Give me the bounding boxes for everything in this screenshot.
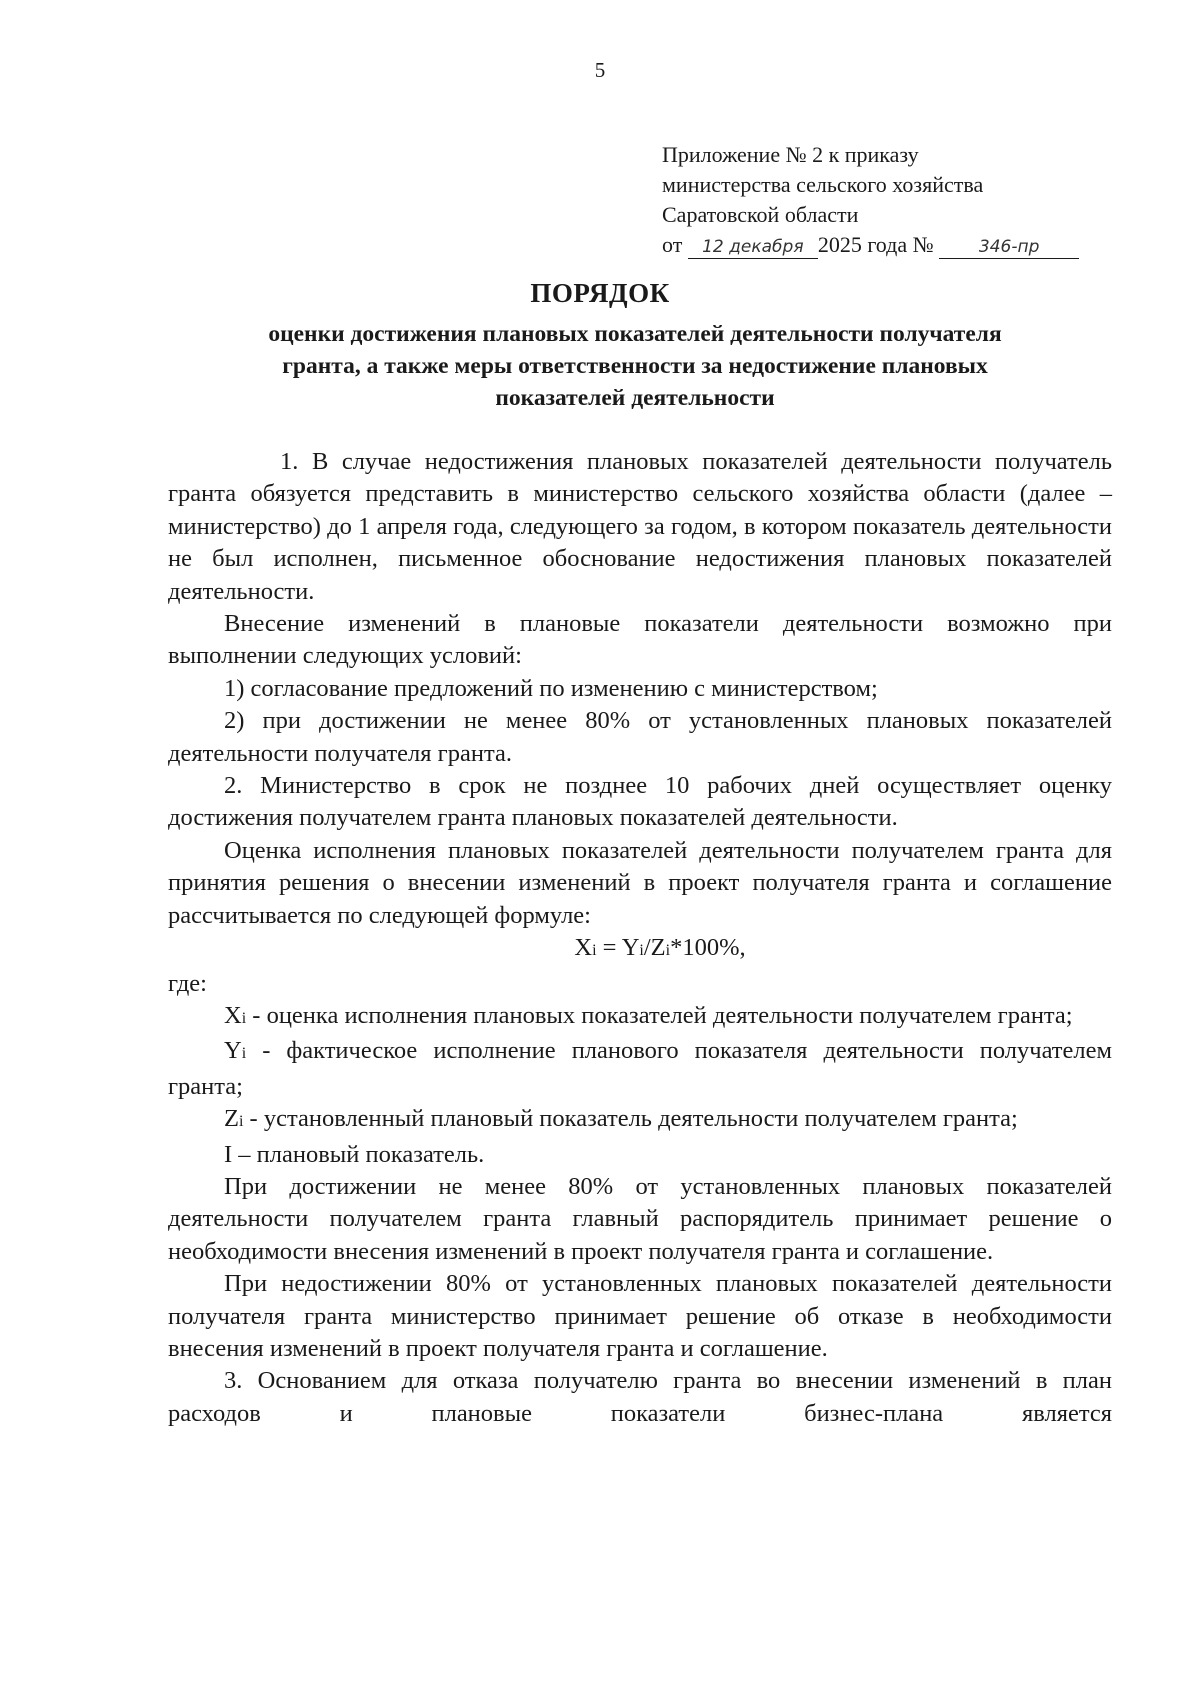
paragraph-1-number: 1. <box>280 448 299 475</box>
annex-header <box>662 140 1162 260</box>
document-body <box>168 446 1112 1430</box>
paragraph-4: 2) при достижении не менее 80% от установленных плановых показателей деятельности получателя гранта. <box>168 707 1112 767</box>
paragraph-3: 1) согласование предложений по изменению с министерством; <box>224 674 878 702</box>
paragraph-6: Оценка исполнения плановых показателей деятельности получателем гранта для принятия решения о внесении изменений в проект получателя гранта и соглашение рассчитывается по следующей формуле: <box>168 836 1112 929</box>
annex-line-3: Саратовской области <box>662 202 859 227</box>
annex-line-1: Приложение № 2 к приказу <box>662 142 919 167</box>
paragraph-9: 3. Основанием для отказа получателю гранта во внесении изменений в план расходов и плановые показатели бизнес-плана является <box>168 1367 1112 1427</box>
document-title: ПОРЯДОК <box>530 278 670 308</box>
paragraph-7: При достижении не менее 80% от установленных плановых показателей деятельности получателем гранта главный распорядитель принимает решение о необходимости внесения изменений в проект получателя гранта и соглашение. <box>168 1172 1112 1265</box>
formula: Xi = Yi/Zi*100%, <box>574 934 746 962</box>
definition-x: Xi - оценка исполнения плановых показателей деятельности получателем гранта; <box>224 1001 1073 1029</box>
paragraph-5: 2. Министерство в срок не позднее 10 рабочих дней осуществляет оценку достижения получателем гранта плановых показателей деятельности. <box>168 772 1112 832</box>
document-subtitle <box>180 318 1090 414</box>
paragraph-1 <box>168 446 1112 608</box>
definition-z: Zi - установленный плановый показатель деятельности получателем гранта; <box>224 1105 1018 1133</box>
page-number: 5 <box>594 58 606 82</box>
annex-order-line <box>662 230 1162 260</box>
handwritten-order-number: 346-пр <box>939 236 1079 259</box>
handwritten-date: 12 декабря <box>688 236 818 259</box>
paragraph-1-text: В случае недостижения плановых показателей деятельности получатель гранта обязуется представить в министерство сельского хозяйства области (далее – министерство) до 1 апреля года, следующего за годом, в котором показатель деятельности не был исполнен, письменное обоснование недостижения плановых показателей деятельности. <box>168 448 1112 605</box>
paragraph-8: При недостижении 80% от установленных плановых показателей деятельности получателя гранта министерство принимает решение об отказе в необходимости внесения изменений в проект получателя гранта и соглашение. <box>168 1270 1112 1362</box>
paragraph-2: Внесение изменений в плановые показатели деятельности возможно при выполнении следующих условий: <box>168 610 1112 670</box>
annex-from-label: от <box>662 232 683 257</box>
subtitle-line-3: показателей деятельности <box>495 385 775 411</box>
definition-i: I – плановый показатель. <box>224 1140 485 1168</box>
where-label: где: <box>168 969 207 997</box>
subtitle-line-2: гранта, а также меры ответственности за недостижение плановых <box>282 353 988 379</box>
annex-year-text: 2025 года № <box>817 232 934 257</box>
definition-y: Yi - фактическое исполнение планового показателя деятельности получателем гранта; <box>168 1037 1112 1100</box>
subtitle-line-1: оценки достижения плановых показателей деятельности получателя <box>268 321 1002 347</box>
annex-line-2: министерства сельского хозяйства <box>662 172 984 197</box>
